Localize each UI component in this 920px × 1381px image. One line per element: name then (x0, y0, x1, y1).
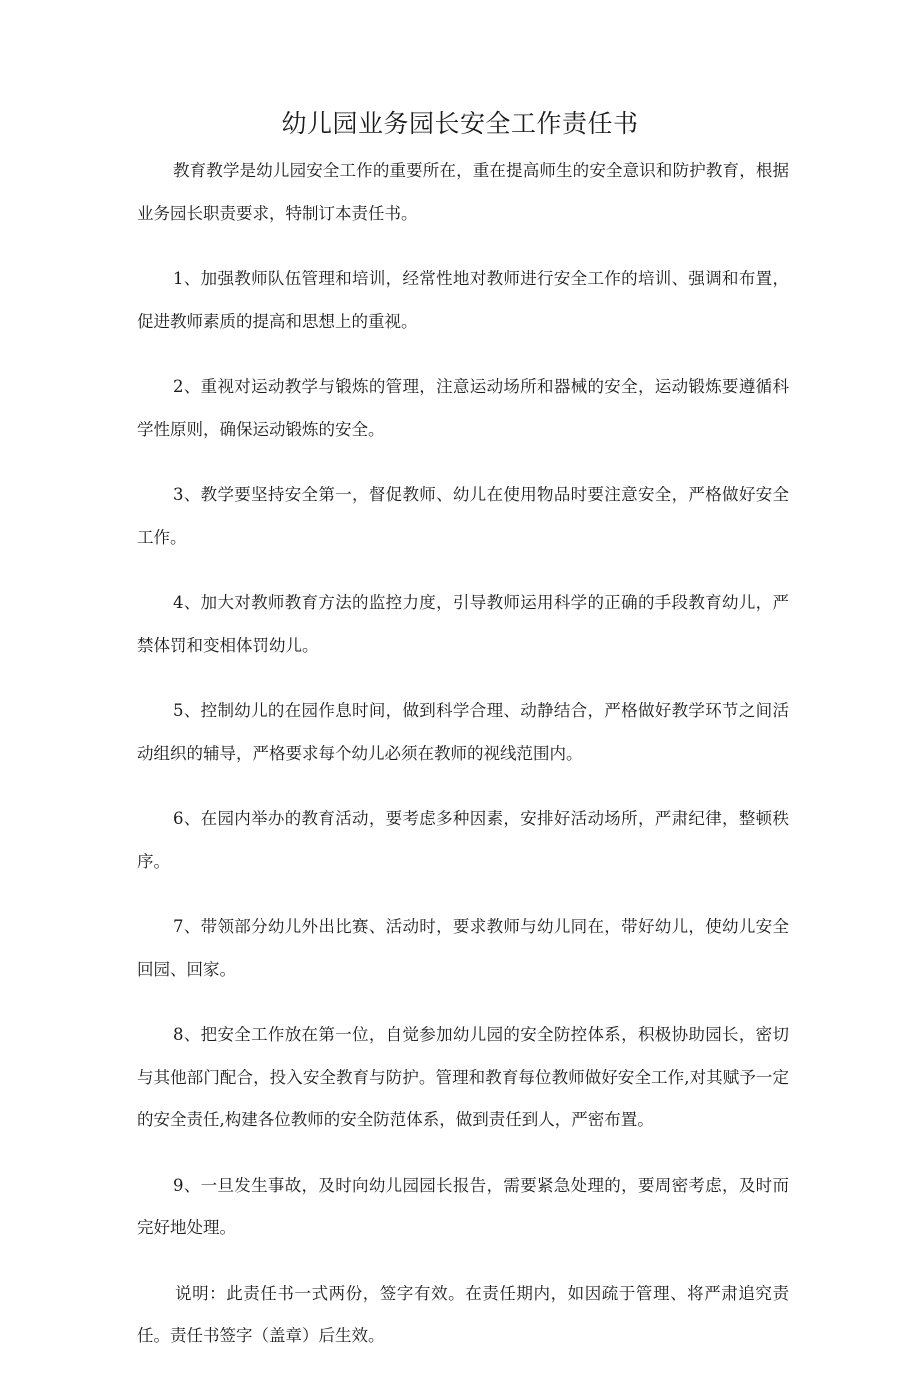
document-title: 幼儿园业务园长安全工作责任书 (281, 109, 639, 138)
clause-8: 8、把安全工作放在第一位，自觉参加幼儿园的安全防控体系，积极协助园长，密切与其他部门配合，投入安全教育与防护。管理和教育每位教师做好安全工作,对其赋予一定的安全责任,构建各位教师的安全防范体系，做到责任到人，严密布置。 (137, 1025, 789, 1129)
clause-3: 3、教学要坚持安全第一，督促教师、幼儿在使用物品时要注意安全，严格做好安全工作。 (137, 485, 789, 547)
clause-5: 5、控制幼儿的在园作息时间，做到科学合理、动静结合，严格做好教学环节之间活动组织的辅导，严格要求每个幼儿必须在教师的视线范围内。 (137, 701, 789, 763)
clause-1: 1、加强教师队伍管理和培训，经常性地对教师进行安全工作的培训、强调和布置，促进教师素质的提高和思想上的重视。 (137, 269, 789, 331)
document-body (137, 150, 789, 1381)
clause-9: 9、一旦发生事故，及时向幼儿园园长报告，需要紧急处理的，要周密考虑，及时而完好地处理。 (137, 1175, 789, 1237)
clause-4: 4、加大对教师教育方法的监控力度，引导教师运用科学的正确的手段教育幼儿，严禁体罚和变相体罚幼儿。 (137, 593, 789, 655)
clause-2: 2、重视对运动教学与锻炼的管理，注意运动场所和器械的安全，运动锻炼要遵循科学性原则，确保运动锻炼的安全。 (137, 377, 789, 439)
note-paragraph: 说明：此责任书一式两份，签字有效。在责任期内，如因疏于管理、将严肃追究责任。责任书签字（盖章）后生效。 (137, 1283, 789, 1345)
intro-paragraph: 教育教学是幼儿园安全工作的重要所在，重在提高师生的安全意识和防护教育，根据业务园长职责要求，特制订本责任书。 (137, 161, 789, 223)
clause-7: 7、带领部分幼儿外出比赛、活动时，要求教师与幼儿同在，带好幼儿，使幼儿安全回园、回家。 (137, 917, 789, 979)
clause-6: 6、在园内举办的教育活动，要考虑多种因素，安排好活动场所，严肃纪律，整顿秩序。 (137, 809, 789, 871)
